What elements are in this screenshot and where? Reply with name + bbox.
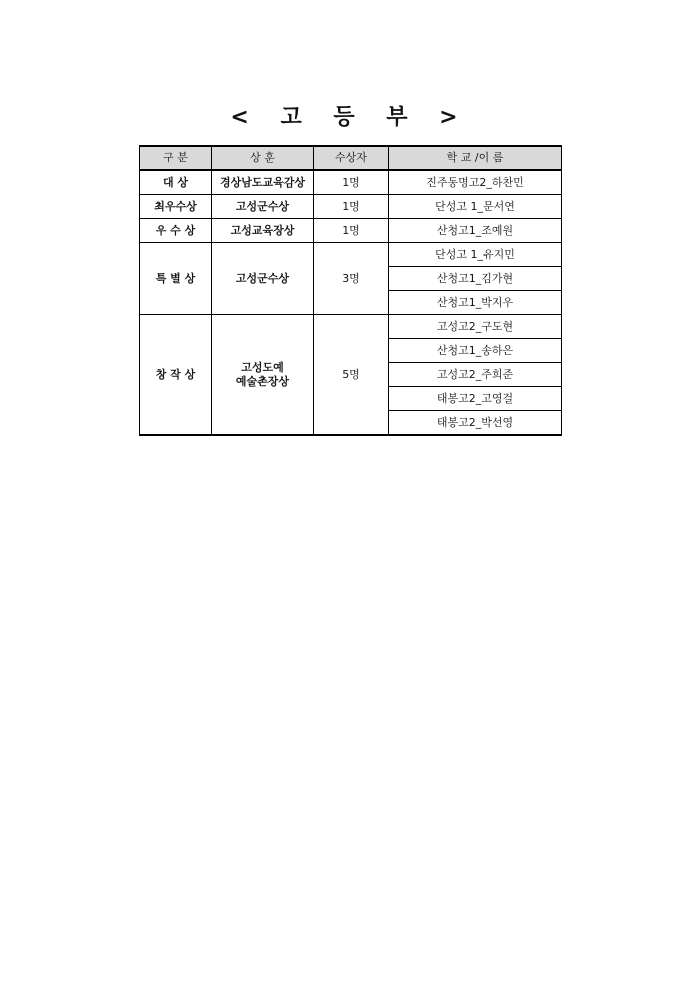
table-header-row bbox=[140, 146, 562, 170]
table-row bbox=[140, 315, 562, 339]
count-cell: 1명 bbox=[314, 219, 389, 243]
count-cell: 5명 bbox=[314, 315, 389, 436]
winner-cell: 고성고2_주희준 bbox=[389, 363, 562, 387]
category-cell: 창 작 상 bbox=[140, 315, 212, 436]
table-row bbox=[140, 170, 562, 195]
winner-cell: 산청고1_김가현 bbox=[389, 267, 562, 291]
awards-table bbox=[139, 145, 562, 436]
award-cell bbox=[212, 315, 314, 436]
table-row bbox=[140, 219, 562, 243]
winner-cell: 단성고 1_유지민 bbox=[389, 243, 562, 267]
award-cell: 경상남도교육감상 bbox=[212, 170, 314, 195]
count-cell: 3명 bbox=[314, 243, 389, 315]
winner-cell: 단성고 1_문서연 bbox=[389, 195, 562, 219]
count-cell: 1명 bbox=[314, 195, 389, 219]
winner-cell: 고성고2_구도현 bbox=[389, 315, 562, 339]
award-line-1: 고성도예 bbox=[241, 360, 284, 374]
table-row bbox=[140, 195, 562, 219]
winner-cell: 태봉고2_박선영 bbox=[389, 411, 562, 436]
award-cell: 고성군수상 bbox=[212, 243, 314, 315]
header-award: 상 훈 bbox=[212, 146, 314, 170]
page-title: < 고 등 부 > bbox=[230, 105, 470, 130]
category-cell: 특 별 상 bbox=[140, 243, 212, 315]
award-cell: 고성군수상 bbox=[212, 195, 314, 219]
header-school-name: 학 교 /이 름 bbox=[389, 146, 562, 170]
header-count: 수상자 bbox=[314, 146, 389, 170]
category-cell: 우 수 상 bbox=[140, 219, 212, 243]
award-cell: 고성교육장상 bbox=[212, 219, 314, 243]
table-row bbox=[140, 243, 562, 267]
winner-cell: 산청고1_조예원 bbox=[389, 219, 562, 243]
award-line-2: 예술촌장상 bbox=[235, 374, 290, 388]
category-cell: 최우수상 bbox=[140, 195, 212, 219]
winner-cell: 태봉고2_고영걸 bbox=[389, 387, 562, 411]
winner-cell: 산청고1_송하은 bbox=[389, 339, 562, 363]
category-cell: 대 상 bbox=[140, 170, 212, 195]
header-category: 구 분 bbox=[140, 146, 212, 170]
winner-cell: 진주동명고2_하찬민 bbox=[389, 170, 562, 195]
winner-cell: 산청고1_박지우 bbox=[389, 291, 562, 315]
count-cell: 1명 bbox=[314, 170, 389, 195]
